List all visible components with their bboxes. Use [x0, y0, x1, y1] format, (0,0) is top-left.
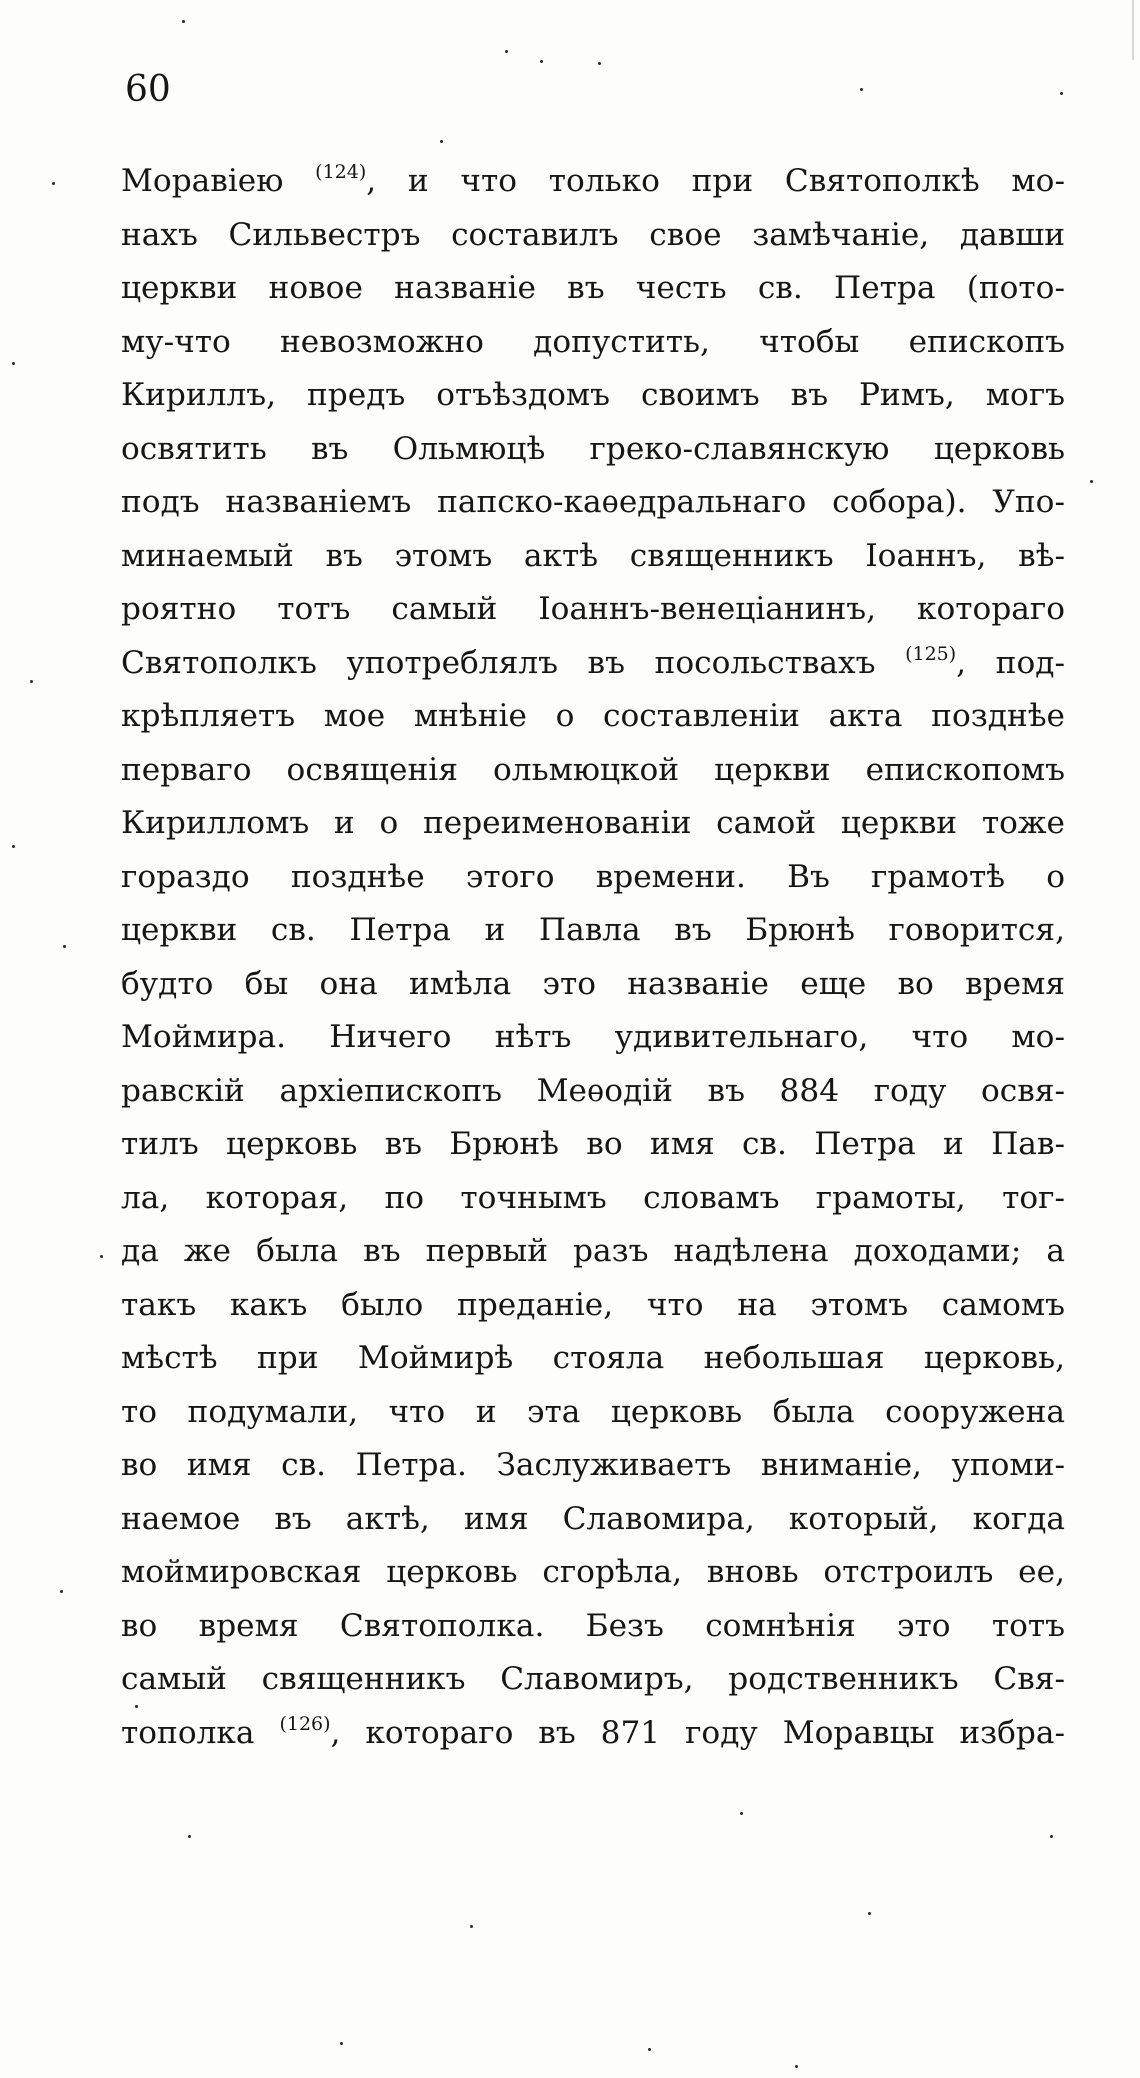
text-line [121, 637, 1065, 691]
text-line [121, 583, 1065, 637]
text-segment: Святополкъ употреблялъ въ посольствахъ [121, 644, 906, 681]
text-segment: во время Святополка. Безъ сомнѣнія это тотъ [121, 1607, 1065, 1644]
footnote-reference: (126) [279, 1712, 331, 1735]
text-segment: тилъ церковь въ Брюнѣ во имя св. Петра и Пав- [121, 1126, 1065, 1162]
text-line [121, 1065, 1065, 1119]
scan-speck [100, 1255, 103, 1258]
scan-speck [505, 50, 508, 53]
text-segment: наемое въ актѣ, имя Славомира, который, когда [121, 1500, 1065, 1537]
text-segment: Кириллъ, предъ отъѣздомъ своимъ въ Римъ, могъ [121, 377, 1065, 413]
scan-speck [135, 1705, 138, 1708]
text-segment: моймировская церковь сгорѣла, вновь отстроилъ ее, [121, 1554, 1065, 1590]
scan-speck [1050, 1835, 1053, 1838]
text-segment: минаемый въ этомъ актѣ священникъ Іоаннъ, вѣ- [121, 537, 1065, 574]
text-line [121, 1332, 1065, 1386]
scan-speck [1060, 92, 1063, 95]
scan-speck [1090, 480, 1093, 483]
text-line [121, 1011, 1065, 1065]
text-line [121, 423, 1065, 477]
text-segment: гораздо позднѣе этого времени. Въ грамотѣ о [121, 858, 1065, 895]
text-segment: такъ какъ было преданіе, что на этомъ самомъ [121, 1286, 1065, 1323]
text-segment: освятить въ Ольмюцѣ греко-славянскую церковь [121, 430, 1065, 467]
scan-speck [540, 60, 543, 63]
text-segment: , и что только при Святополкѣ мо- [366, 163, 1065, 199]
scan-speck [340, 2042, 343, 2045]
text-line [121, 369, 1065, 423]
text-line [121, 797, 1065, 851]
text-line [121, 530, 1065, 584]
page-number: 60 [125, 69, 171, 110]
text-line [121, 1386, 1065, 1440]
footnote-reference: (125) [905, 642, 957, 665]
scan-speck [860, 88, 863, 91]
scan-speck [440, 140, 443, 143]
text-segment: равскій архіепископъ Меѳодій въ 884 году освя- [121, 1072, 1065, 1109]
text-line [121, 1439, 1065, 1493]
text-segment: ла, которая, по точнымъ словамъ грамоты, тог- [121, 1179, 1065, 1216]
text-line [121, 262, 1065, 316]
text-line [121, 476, 1065, 530]
text-segment: му-что невозможно допустить, чтобы епископъ [121, 323, 1065, 360]
text-segment: нахъ Сильвестръ составилъ свое замѣчаніе, давши [121, 216, 1065, 253]
text-segment: подъ названіемъ папско-каѳедральнаго собора). Упо- [121, 484, 1065, 520]
text-line [121, 690, 1065, 744]
text-segment: Моймира. Ничего нѣтъ удивительнаго, что мо- [121, 1019, 1065, 1055]
text-segment: тополка [121, 1714, 280, 1751]
scan-speck [12, 362, 15, 365]
text-segment: , котораго въ 871 году Моравцы избра- [330, 1714, 1066, 1751]
text-line [121, 316, 1065, 370]
page-edge-mark [1132, 0, 1134, 60]
text-segment: Моравіею [121, 163, 316, 199]
text-line [121, 1225, 1065, 1279]
scan-speck [648, 2048, 651, 2051]
scan-speck [470, 1925, 473, 1928]
text-segment: , под- [956, 644, 1065, 681]
footnote-reference: (124) [315, 161, 367, 183]
text-line [121, 1653, 1065, 1707]
text-segment: крѣпляетъ мое мнѣніе о составленіи акта позднѣе [121, 698, 1065, 734]
text-segment: церкви св. Петра и Павла въ Брюнѣ говорится, [121, 912, 1065, 948]
text-segment: будто бы она имѣла это названіе еще во время [121, 965, 1065, 1002]
text-line [121, 1600, 1065, 1654]
scan-speck [182, 20, 185, 23]
text-segment: то подумали, что и эта церковь была сооружена [121, 1393, 1065, 1430]
text-line [121, 209, 1065, 263]
text-line [121, 1707, 1065, 1761]
text-line [121, 904, 1065, 958]
scan-speck [740, 1812, 743, 1815]
text-segment: во имя св. Петра. Заслуживаетъ вниманіе, упоми- [121, 1447, 1065, 1483]
text-line [121, 1493, 1065, 1547]
text-segment: да же была въ первый разъ надѣлена доходами; а [121, 1233, 1065, 1269]
text-line [121, 1546, 1065, 1600]
text-segment: церкви новое названіе въ честь св. Петра (пото- [121, 270, 1065, 306]
scan-speck [598, 62, 601, 65]
text-line [121, 1172, 1065, 1226]
text-line [121, 155, 1065, 209]
text-line [121, 1279, 1065, 1333]
scan-speck [12, 845, 15, 848]
text-segment: Кирилломъ и о переименованіи самой церкви тоже [121, 805, 1065, 841]
text-segment: мѣстѣ при Моймирѣ стояла небольшая церковь, [121, 1340, 1065, 1376]
text-line [121, 1118, 1065, 1172]
text-segment: самый священникъ Славомиръ, родственникъ Свя- [121, 1661, 1065, 1697]
scan-speck [795, 2065, 798, 2068]
text-segment: перваго освященія ольмюцкой церкви епископомъ [121, 751, 1065, 788]
scan-speck [188, 1835, 191, 1838]
scan-speck [868, 1912, 871, 1915]
scan-speck [30, 680, 33, 683]
text-line [121, 744, 1065, 798]
text-line [121, 851, 1065, 905]
text-segment: роятно тотъ самый Іоаннъ-венеціанинъ, котораго [121, 591, 1065, 627]
scan-speck [60, 1590, 63, 1593]
scan-speck [63, 945, 66, 948]
scan-speck [52, 182, 55, 185]
body-text [121, 155, 1065, 1760]
text-line [121, 958, 1065, 1012]
